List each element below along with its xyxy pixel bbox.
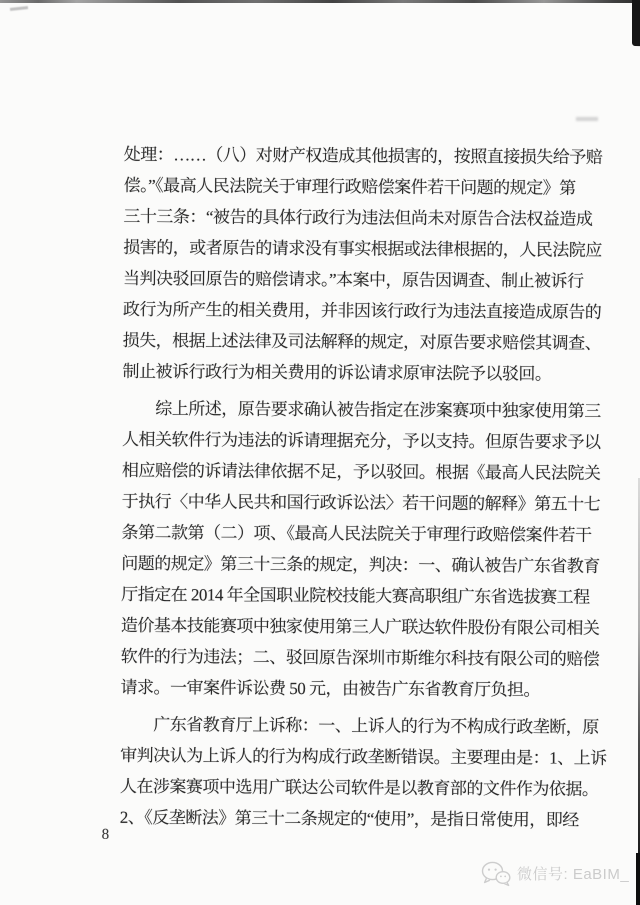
text-line: 处理：……（八）对财产权造成其他损害的，按照直接损失给予赔 (123, 144, 603, 167)
text-line: 审判决认为上诉人的行为构成行政垄断错误。主要理由是：1、上诉 (120, 745, 607, 768)
text-line: 请求。一审案件诉讼费 50 元，由被告广东省教育厅负担。 (120, 677, 541, 700)
text-line: 广东省教育厅上诉称：一、上诉人的行为不构成行政垄断，原 (153, 715, 599, 737)
paragraph (122, 139, 616, 390)
page-number: 8 (101, 826, 110, 843)
text-line: 综上所述，原告要求确认被告指定在涉案赛项中独家使用第三 (155, 399, 601, 421)
text-line: 厅指定在 2014 年全国职业院校技能大赛高职组广东省选拔赛工程 (121, 584, 590, 607)
judgment-text (120, 139, 616, 836)
text-line: 人相关软件行为违法的诉请理据充分，予以支持。但原告要求予以 (122, 429, 601, 452)
text-line: 当判决驳回原告的赔偿请求。”本案中，原告因调查、制止被诉行 (122, 268, 584, 291)
wechat-watermark (481, 860, 629, 887)
text-line: 问题的规定》第三十三条的规定，判决：一、确认被告广东省教育 (121, 553, 600, 576)
text-line: 人在涉案赛项中选用广联达公司软件是以教育部的文件作为依据。 (119, 776, 599, 799)
text-line: 造价基本技能赛项中独家使用第三人广联达软件股份有限公司相关 (120, 615, 600, 638)
text-line: 条第二款第（二）项、《最高人民法院关于审理行政赔偿案件若干 (121, 522, 592, 545)
text-line: 相应赔偿的诉请法律依据不足，予以驳回。根据《最高人民法院关 (121, 460, 601, 483)
wechat-id-label: 微信号: EaBIM_ (517, 866, 630, 883)
text-line: 损失，根据上述法律及司法解释的规定，对原告要求赔偿其调查、 (122, 330, 602, 353)
wechat-icon (481, 860, 511, 887)
text-line: 2、《反垄断法》第三十二条规定的“使用”，是指日常使用，即经 (119, 807, 579, 830)
text-line: 损害的，或者原告的请求没有事实根据或法律根据的，人民法院应 (123, 237, 602, 260)
text-line: 软件的行为违法；二、驳回原告深圳市斯维尔科技有限公司的赔偿 (120, 646, 600, 669)
paragraph (120, 709, 613, 836)
text-line: 三十三条：“被告的具体行政行为违法但尚未对原告合法权益造成 (123, 206, 593, 229)
text-line: 于执行〈中华人民共和国行政诉讼法〉若干问题的解释》第五十七 (121, 491, 601, 514)
paragraph (120, 393, 614, 706)
text-line: 政行为所产生的相关费用，并非因该行政行为违法直接造成原告的 (122, 299, 602, 322)
text-line: 制止被诉行政行为相关费用的诉讼请求原审法院予以驳回。 (122, 361, 552, 384)
text-line: 偿。”《最高人民法院关于审理行政赔偿案件若干问题的规定》第 (123, 175, 576, 198)
